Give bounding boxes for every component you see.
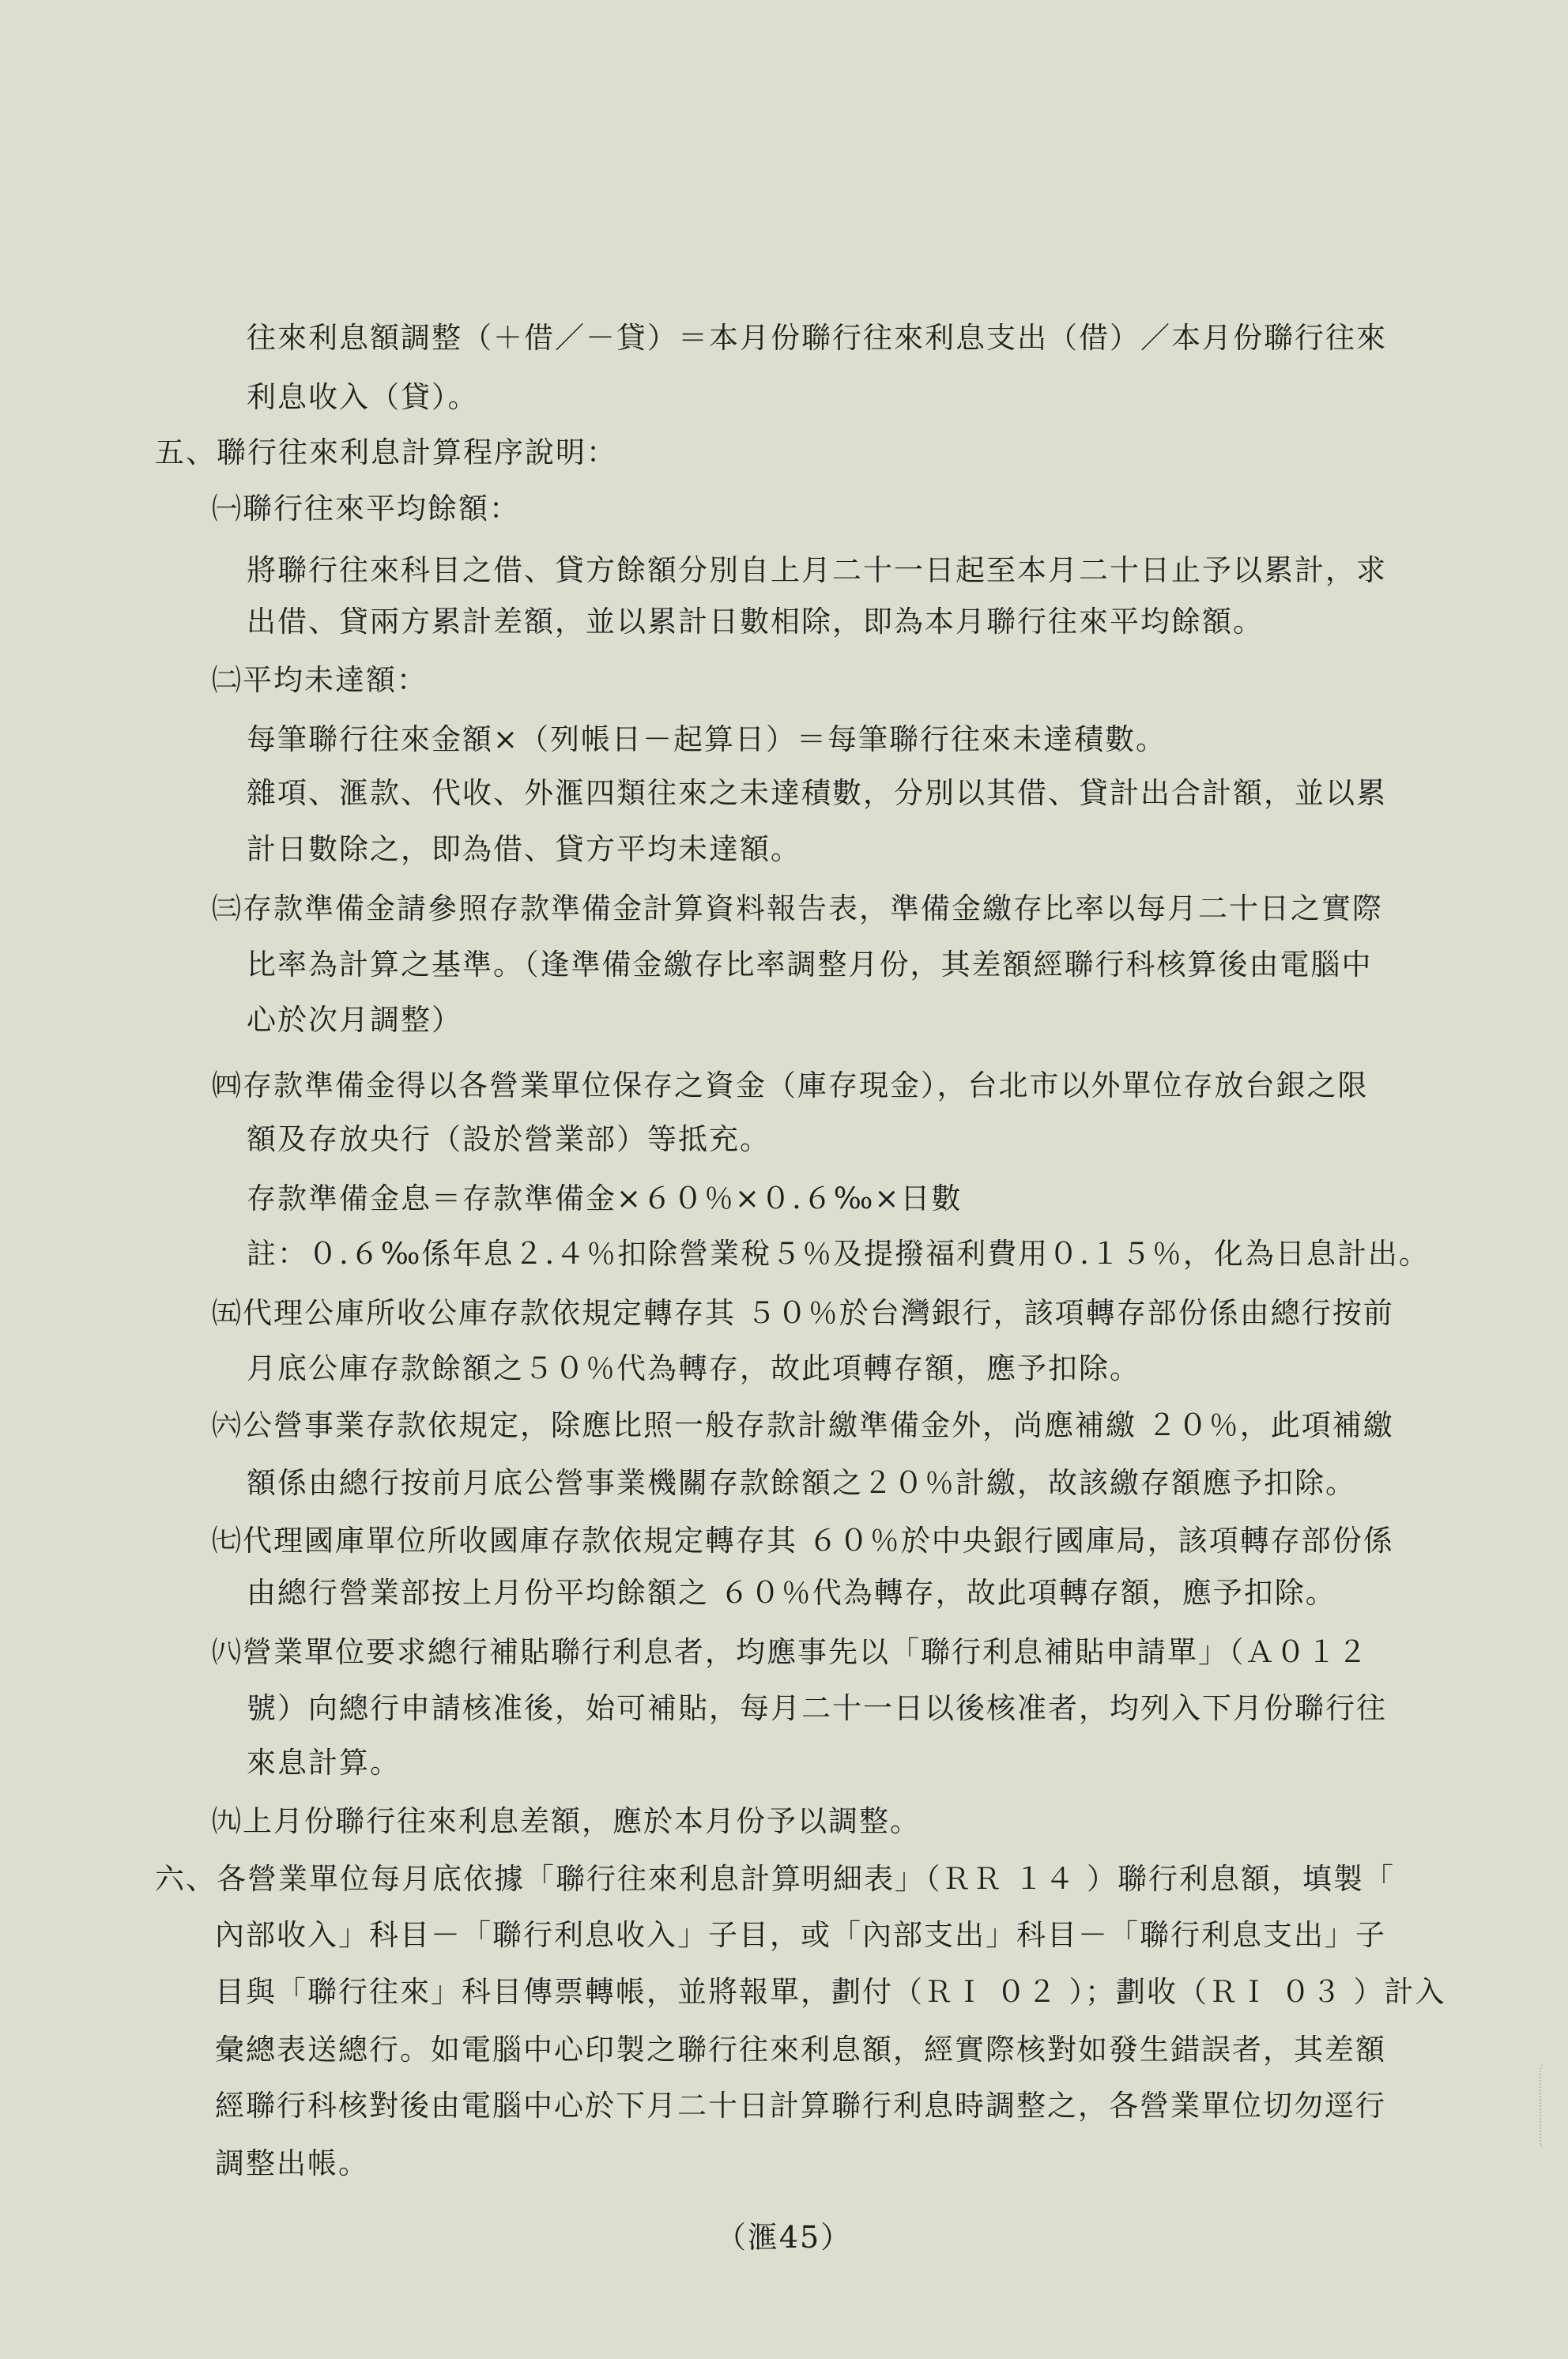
text-line: 心於次月調整） — [247, 1003, 462, 1037]
subsection-line: ㈣存款準備金得以各營業單位保存之資金（庫存現金），台北市以外單位存放台銀之限 — [212, 1068, 1369, 1102]
text-line: 月底公庫存款餘額之５０％代為轉存，故此項轉存額，應予扣除。 — [247, 1351, 1140, 1385]
text-line: 利息收入（貸）。 — [247, 380, 479, 414]
text-line: 額係由總行按前月底公營事業機關存款餘額之２０％計繳，故該繳存額應予扣除。 — [247, 1466, 1356, 1500]
text-line: 出借、貸兩方累計差額，並以累計日數相除，即為本月聯行往來平均餘額。 — [247, 605, 1264, 639]
subsection-line: ㈨上月份聯行往來利息差額，應於本月份予以調整。 — [212, 1804, 921, 1838]
note-line: 註：０.６‰係年息２.４％扣除營業稅５％及提撥福利費用０.１５％，化為日息計出。 — [247, 1237, 1430, 1271]
binding-hole-mark — [1540, 2063, 1557, 2150]
text-line: 來息計算。 — [247, 1746, 401, 1780]
subsection-line: ㈦代理國庫單位所收國庫存款依規定轉存其 ６０％於中央銀行國庫局，該項轉存部份係 — [212, 1524, 1394, 1558]
text-line: 由總行營業部按上月份平均餘額之 ６０％代為轉存，故此項轉存額，應予扣除。 — [247, 1576, 1336, 1610]
subsection-line: ㈤代理公庫所收公庫存款依規定轉存其 ５０％於台灣銀行，該項轉存部份係由總行按前 — [212, 1296, 1394, 1330]
subsection-line: ㈧營業單位要求總行補貼聯行利息者，均應事先以「聯行利息補貼申請單」（Ａ０１２ — [212, 1635, 1369, 1669]
text-line: 經聯行科核對後由電腦中心於下月二十日計算聯行利息時調整之，各營業單位切勿逕行 — [215, 2089, 1386, 2123]
section-heading: 五、聯行往來利息計算程序說明： — [155, 435, 617, 469]
text-line: 計日數除之，即為借、貸方平均未達額。 — [247, 832, 801, 866]
text-line: 比率為計算之基準。（逢準備金繳存比率調整月份，其差額經聯行科核算後由電腦中 — [247, 948, 1373, 982]
text-line: 內部收入」科目－「聯行利息收入」子目，或「內部支出」科目－「聯行利息支出」子 — [215, 1918, 1386, 1952]
page-number: （滙45） — [715, 2220, 853, 2255]
subsection-heading: ㈡平均未達額： — [212, 663, 428, 697]
text-line: 雜項、滙款、代收、外滙四類往來之未達積數，分別以其借、貸計出合計額，並以累 — [247, 776, 1387, 810]
text-line: 彙總表送總行。如電腦中心印製之聯行往來利息額，經實際核對如發生錯誤者，其差額 — [215, 2033, 1386, 2067]
text-line: 調整出帳。 — [215, 2146, 369, 2180]
section-line: 六、各營業單位每月底依據「聯行往來利息計算明細表」（ＲＲ １４ ）聯行利息額，填製「 — [155, 1862, 1396, 1896]
text-line: 將聯行往來科目之借、貸方餘額分別自上月二十一日起至本月二十日止予以累計，求 — [247, 553, 1387, 587]
subsection-heading: ㈠聯行往來平均餘額： — [212, 492, 520, 526]
formula-line: 存款準備金息＝存款準備金×６０％×０.６‰×日數 — [247, 1181, 963, 1215]
text-line: 號）向總行申請核准後，始可補貼，每月二十一日以後核准者，均列入下月份聯行往 — [247, 1691, 1387, 1725]
subsection-line: ㈢存款準備金請參照存款準備金計算資料報告表，準備金繳存比率以每月二十日之實際 — [212, 891, 1383, 925]
text-line: 每筆聯行往來金額×（列帳日－起算日）＝每筆聯行往來未達積數。 — [247, 722, 1167, 756]
text-line: 額及存放央行（設於營業部）等抵充。 — [247, 1122, 771, 1156]
text-line: 目與「聯行往來」科目傳票轉帳，並將報單，劃付（ＲＩ ０２ ）；劃收（ＲＩ ０３ ）計入 — [215, 1975, 1446, 2009]
text-line: 往來利息額調整（＋借／－貸）＝本月份聯行往來利息支出（借）／本月份聯行往來 — [247, 321, 1387, 355]
subsection-line: ㈥公營事業存款依規定，除應比照一般存款計繳準備金外，尚應補繳 ２０％，此項補繳 — [212, 1408, 1394, 1442]
